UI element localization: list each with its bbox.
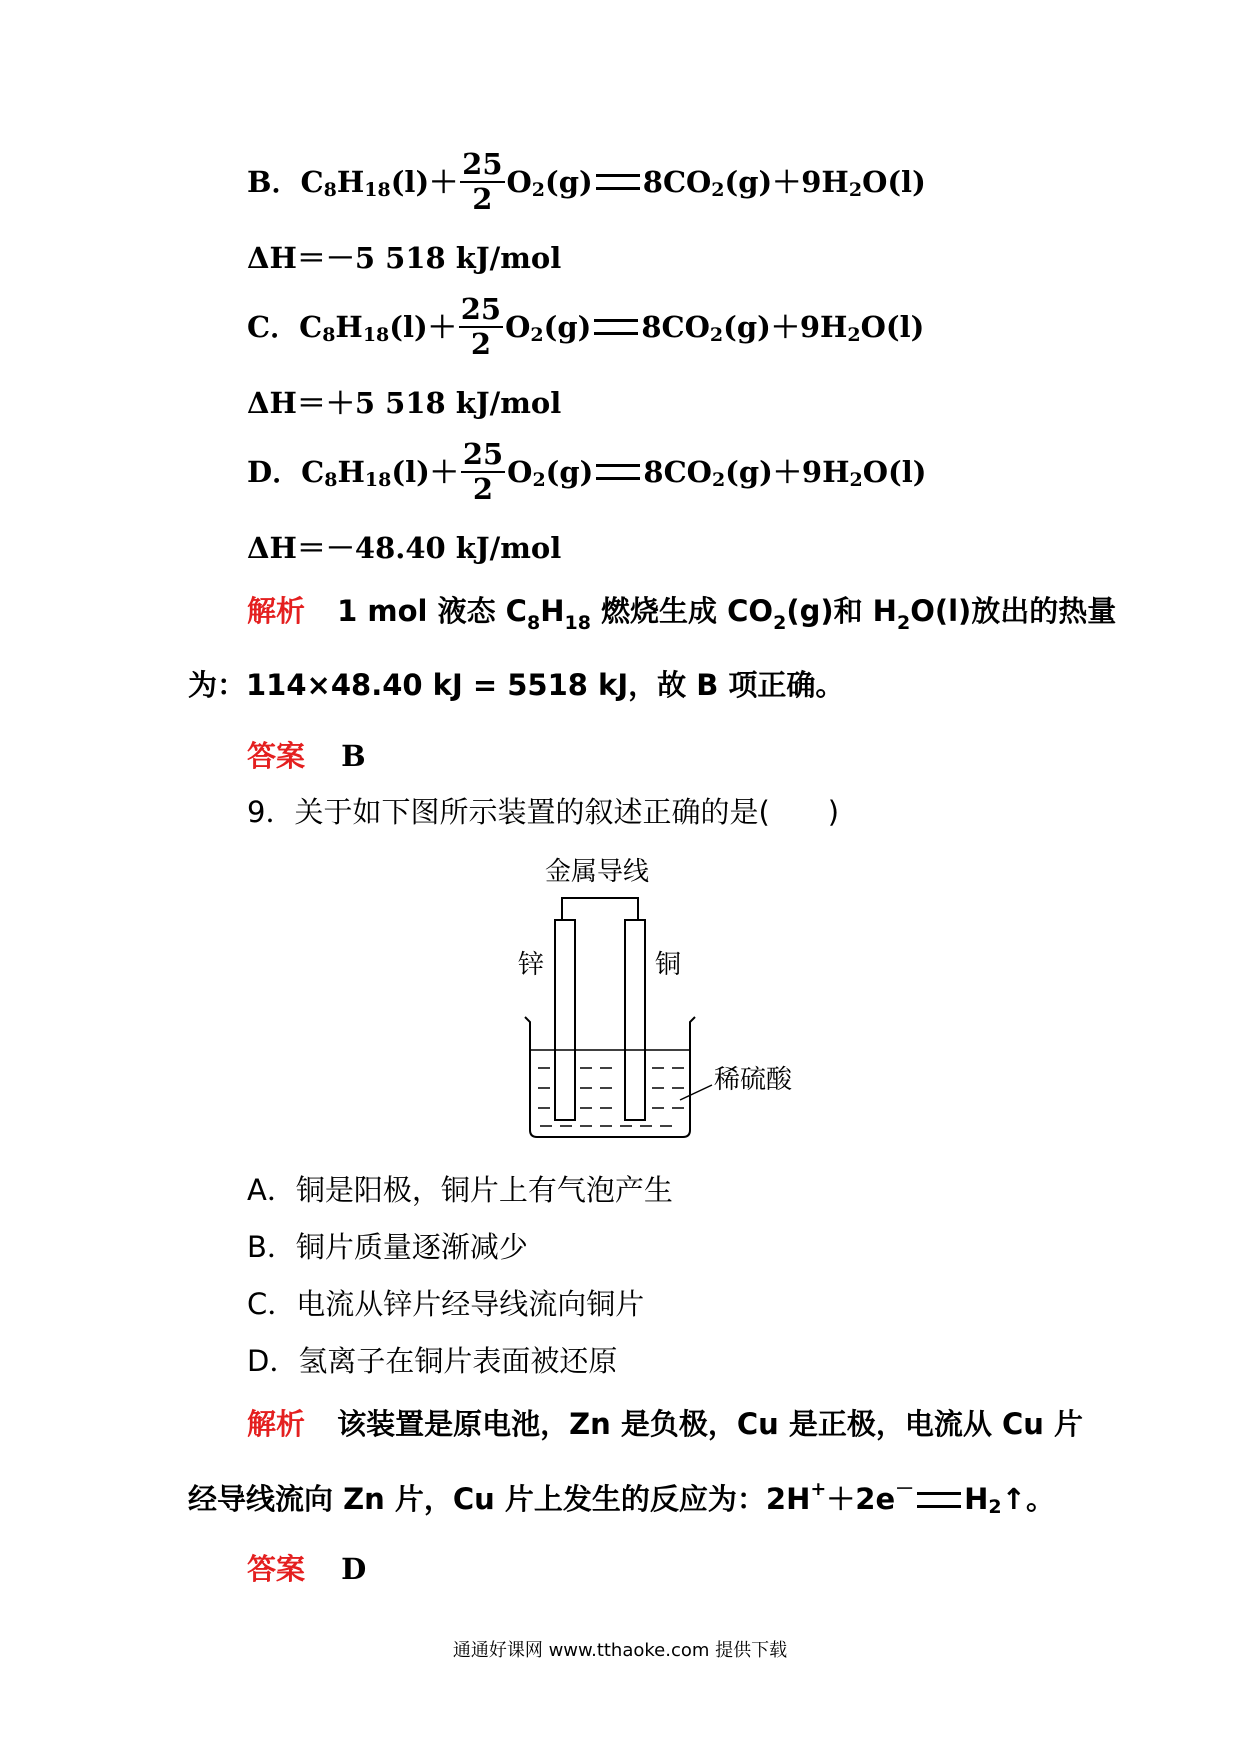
formula-text: O: [505, 309, 531, 344]
answer-label: 答案: [247, 1552, 306, 1586]
superscript: +: [810, 1478, 827, 1500]
formula-text: O(l): [862, 454, 927, 489]
option-b-equation: [247, 147, 926, 216]
text-part: O(l)放出的热量: [910, 594, 1117, 628]
formula-text: (g): [545, 454, 594, 489]
subscript: 2: [711, 468, 726, 491]
analysis-1-line-2: 为：114×48.40 kJ = 5518 kJ，故 B 项正确。: [188, 668, 845, 702]
subscript: 2: [531, 178, 546, 201]
fraction-denominator: 2: [472, 182, 493, 216]
subscript: 2: [896, 612, 911, 634]
formula-text: (g)＋9H: [725, 454, 850, 489]
formula-text: C: [299, 309, 323, 344]
page-footer: 通通好课网 www.tthaoke.com 提供下载: [452, 1640, 788, 1661]
wire-label: 金属导线: [545, 857, 650, 887]
analysis-2-line-1: [247, 1407, 1084, 1441]
answer-1: [247, 739, 366, 773]
subscript: 18: [364, 468, 392, 491]
formula-text: C: [301, 454, 325, 489]
subscript: 2: [711, 178, 725, 201]
formula-text: (l)＋: [391, 454, 459, 489]
copper-label: 铜: [655, 950, 682, 980]
fraction: [460, 147, 504, 216]
formula-text: 8CO: [643, 454, 712, 489]
subscript: 8: [324, 468, 338, 491]
option-d-enthalpy: ΔH＝－48.40 kJ/mol: [247, 531, 562, 565]
answer-label: 答案: [247, 739, 306, 773]
formula-text: H: [335, 309, 363, 344]
subscript: 18: [364, 178, 391, 201]
fraction-numerator: 25: [462, 437, 504, 471]
fraction-denominator: 2: [470, 327, 492, 361]
text-part: 燃烧生成 CO: [590, 594, 774, 628]
subscript: 2: [709, 323, 724, 346]
beaker: [525, 1017, 695, 1137]
formula-text: (g)＋9H: [723, 309, 848, 344]
analysis-text: [337, 594, 1117, 634]
formula-text: (g)＋9H: [724, 164, 849, 199]
formula-text: C: [300, 164, 324, 199]
text-part: (g)和 H: [786, 594, 897, 628]
equals-sign: [596, 464, 640, 480]
text-part: H: [540, 594, 565, 628]
equals-sign: [594, 319, 638, 335]
formula-text: O: [507, 454, 533, 489]
subscript: 18: [564, 612, 591, 634]
formula-text: (l)＋: [389, 309, 457, 344]
analysis-label: 解析: [247, 1407, 306, 1441]
formula-text: H: [336, 164, 365, 199]
question-9-option-c: C．电流从锌片经导线流向铜片: [247, 1287, 645, 1321]
option-letter: D．: [247, 454, 302, 489]
formula-text: H: [337, 454, 365, 489]
formula-text: O(l): [860, 309, 925, 344]
formula-text: O(l): [862, 164, 926, 199]
option-c-equation: [247, 292, 925, 361]
analysis-text: 该装置是原电池，Zn 是负极，Cu 是正极，电流从 Cu 片: [337, 1407, 1084, 1441]
fraction: [459, 292, 503, 361]
equals-sign: [917, 1492, 961, 1508]
formula-text: (g): [543, 309, 592, 344]
option-b-enthalpy: ΔH＝－5 518 kJ/mol: [247, 241, 562, 275]
formula-text: (l)＋: [390, 164, 459, 199]
answer-value: D: [341, 1552, 367, 1586]
analysis-1-line-1: [247, 594, 1117, 634]
zinc-label: 锌: [518, 950, 545, 980]
question-9-stem: 9．关于如下图所示装置的叙述正确的是( ): [247, 795, 840, 829]
solution-label: 稀硫酸: [714, 1065, 793, 1095]
subscript: 2: [847, 323, 861, 346]
formula-text: 8CO: [641, 309, 710, 344]
subscript: 2: [773, 612, 787, 634]
zinc-plate: [555, 920, 575, 1120]
formula-text: O: [506, 164, 532, 199]
question-9-option-b: B．铜片质量逐渐减少: [247, 1230, 528, 1264]
fraction-numerator: 25: [460, 292, 502, 326]
equals-sign: [596, 174, 640, 190]
subscript: 2: [532, 468, 546, 491]
text-part: 1 mol 液态 C: [337, 594, 527, 628]
solution-pointer: [680, 1085, 712, 1100]
option-letter: C．: [247, 309, 300, 344]
analysis-2-line-2: [188, 1478, 1055, 1518]
subscript: 8: [322, 323, 336, 346]
answer-value: B: [341, 739, 366, 773]
analysis-label: 解析: [247, 594, 306, 628]
superscript: －: [895, 1478, 915, 1500]
fraction-numerator: 25: [462, 147, 503, 181]
formula-text: (g): [545, 164, 593, 199]
formula-text: 8CO: [642, 164, 712, 199]
fraction: [461, 437, 505, 506]
option-letter: B．: [247, 164, 301, 199]
option-d-equation: [247, 437, 927, 506]
question-9-option-d: D．氢离子在铜片表面被还原: [247, 1344, 618, 1378]
question-9-option-a: A．铜是阳极，铜片上有气泡产生: [247, 1173, 673, 1207]
subscript: 2: [848, 178, 863, 201]
subscript: 8: [323, 178, 337, 201]
option-c-enthalpy: ΔH＝＋5 518 kJ/mol: [247, 386, 562, 420]
subscript: 2: [988, 1496, 1002, 1518]
text-part: H: [964, 1482, 989, 1516]
subscript: 18: [362, 323, 390, 346]
subscript: 2: [530, 323, 544, 346]
text-part: 经导线流向 Zn 片，Cu 片上发生的反应为：2H: [188, 1482, 811, 1516]
subscript: 2: [849, 468, 863, 491]
answer-2: [247, 1552, 367, 1586]
subscript: 8: [526, 612, 541, 634]
fraction-denominator: 2: [472, 472, 494, 506]
battery-diagram: [500, 850, 820, 1140]
text-part: ↑。: [1001, 1482, 1055, 1516]
text-part: ＋2e: [826, 1482, 896, 1516]
copper-plate: [625, 920, 645, 1120]
